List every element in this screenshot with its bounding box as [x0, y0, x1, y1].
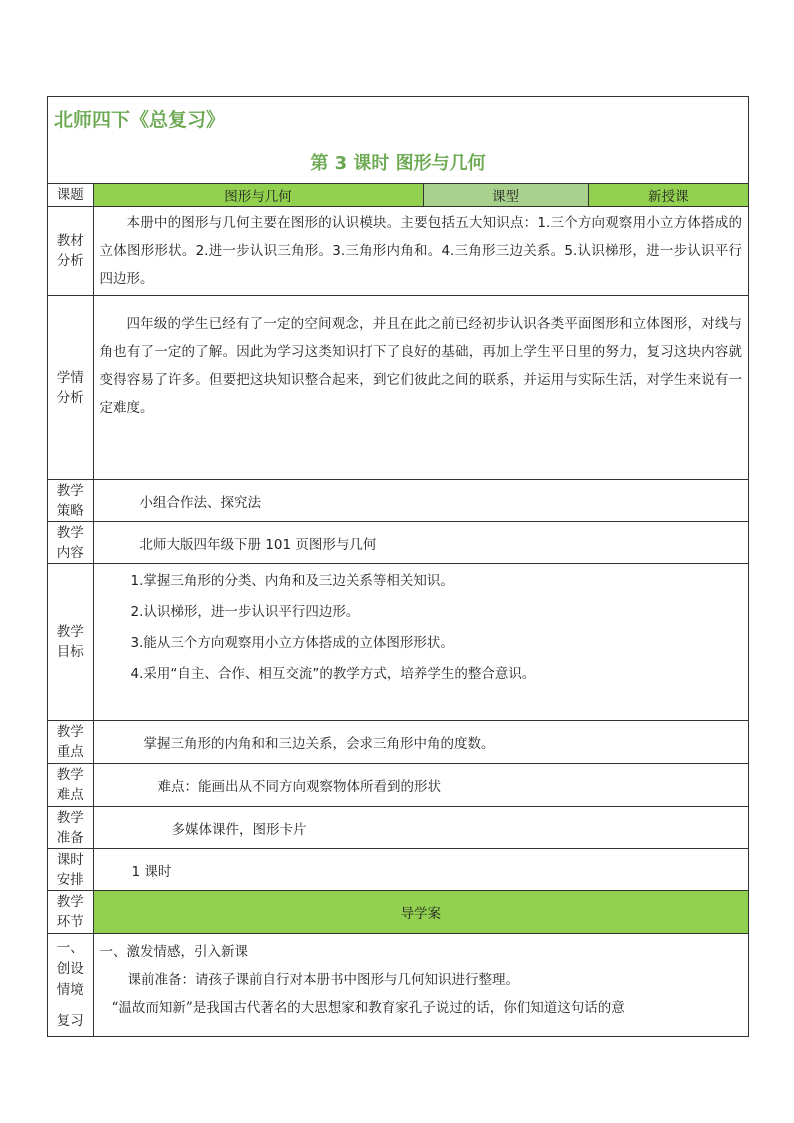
- goal-item: 1.掌握三角形的分类、内角和及三边关系等相关知识。: [130, 573, 454, 589]
- schedule-text: 1 课时: [93, 849, 748, 891]
- strategy-text: 小组合作法、探究法: [93, 480, 748, 522]
- content-label: 教学 内容: [48, 522, 93, 564]
- section-one-heading: 一、激发情感，引入新课: [99, 944, 248, 960]
- type-value: 新授课: [588, 184, 748, 207]
- difficulties-text: 难点：能画出从不同方向观察物体所看到的形状: [93, 764, 748, 807]
- topic-row: [48, 184, 748, 207]
- strategy-row: [48, 480, 748, 522]
- goals-list: [93, 564, 748, 721]
- key-points-label: 教学 重点: [48, 721, 93, 764]
- schedule-row: [48, 849, 748, 891]
- student-analysis-text: 四年级的学生已经有了一定的空间观念，并且在此之前已经初步认识各类平面图形和立体图形，对线与角也有了一定的了解。因此为学习这类知识打下了良好的基础，再加上学生平日里的努力，复习这块内容就变得容易了许多。但要把这块知识整合起来，到它们彼此之间的联系，并运用与实际生活，对学生来说有一定难度。: [93, 296, 748, 480]
- goal-item: 2.认识梯形，进一步认识平行四边形。: [130, 604, 360, 620]
- difficulties-label: 教学 难点: [48, 764, 93, 807]
- key-points-text: 掌握三角形的内角和和三边关系，会求三角形中角的度数。: [93, 721, 748, 764]
- process-header: 导学案: [93, 891, 748, 934]
- material-analysis-row: [48, 207, 748, 296]
- preparation-label: 教学 准备: [48, 807, 93, 849]
- section-one-row: [48, 934, 748, 1036]
- goal-item: 3.能从三个方向观察用小立方体搭成的立体图形形状。: [130, 635, 454, 651]
- goals-label: 教学 目标: [48, 564, 93, 721]
- goals-row: [48, 564, 748, 721]
- document-header: [48, 97, 748, 184]
- schedule-label: 课时 安排: [48, 849, 93, 891]
- student-analysis-label: 学情 分析: [48, 296, 93, 480]
- section-one-preparation: 课前准备：请孩子课前自行对本册书中图形与几何知识进行整理。: [127, 972, 519, 988]
- topic-value: 图形与几何: [93, 184, 423, 207]
- content-row: [48, 522, 748, 564]
- content-text: 北师大版四年级下册 101 页图形与几何: [93, 522, 748, 564]
- strategy-label: 教学 策略: [48, 480, 93, 522]
- topic-label: 课题: [48, 184, 93, 207]
- material-analysis-label: 教材 分析: [48, 207, 93, 296]
- series-title: 北师四下《总复习》: [54, 109, 226, 131]
- goal-item: 4.采用“自主、合作、相互交流”的教学方式，培养学生的整合意识。: [130, 666, 536, 682]
- process-row: [48, 891, 748, 934]
- preparation-row: [48, 807, 748, 849]
- section-one-quote: “温故而知新”是我国古代著名的大思想家和教育家孔子说过的话，你们知道这句话的意: [111, 1000, 625, 1016]
- preparation-text: 多媒体课件，图形卡片: [93, 807, 748, 849]
- key-points-row: [48, 721, 748, 764]
- section-one-label: 一、 创设 情境 复习: [48, 934, 93, 1036]
- difficulties-row: [48, 764, 748, 807]
- type-label: 课型: [423, 184, 588, 207]
- material-analysis-text: 本册中的图形与几何主要在图形的认识模块。主要包括五大知识点：1.三个方向观察用小立方体搭成的立体图形形状。2.进一步认识三角形。3.三角形内角和。4.三角形三边关系。5.认识梯形，进一步认识平行四边形。: [93, 207, 748, 296]
- lesson-title: 第 3 课时 图形与几何: [310, 153, 486, 174]
- lesson-plan-table: [48, 184, 748, 1036]
- section-one-content: [93, 934, 748, 1036]
- lesson-plan-document: [47, 96, 749, 1037]
- process-label: 教学 环节: [48, 891, 93, 934]
- student-analysis-row: [48, 296, 748, 480]
